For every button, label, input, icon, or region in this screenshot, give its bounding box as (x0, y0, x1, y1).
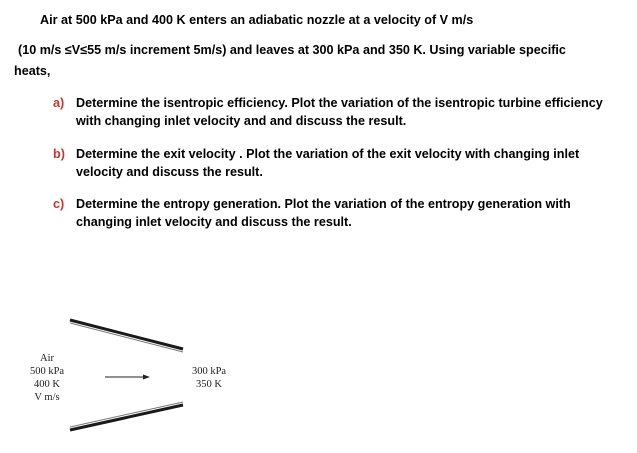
item-c-label: c) (53, 197, 65, 211)
problem-line-1: Air at 500 kPa and 400 K enters an adiabatic nozzle at a velocity of V m/s (40, 13, 474, 27)
inlet-conditions (22, 352, 72, 404)
inlet-pressure: 500 kPa (29, 366, 65, 377)
flow-arrow (105, 375, 150, 380)
nozzle-lower-wall (70, 402, 183, 430)
item-a-text: Determine the isentropic efficiency. Plot the variation of the isentropic turbine efficiency with changing inlet velocity and and discuss the result. (76, 96, 603, 128)
item-b-label: b) (53, 147, 65, 161)
inlet-fluid: Air (40, 353, 54, 364)
item-c-text: Determine the entropy generation. Plot the variation of the entropy generation with changing inlet velocity and discuss the result. (76, 197, 571, 229)
inlet-temperature: 400 K (34, 379, 60, 390)
outlet-conditions (183, 365, 235, 391)
item-a-label: a) (53, 96, 65, 110)
problem-line-3: heats, (14, 64, 51, 78)
outlet-temperature: 350 K (196, 379, 222, 390)
inlet-velocity: V m/s (34, 392, 60, 403)
problem-line-2: (10 m/s ≤V≤55 m/s increment 5m/s) and leaves at 300 kPa and 350 K. Using variable specific (18, 43, 566, 57)
item-b-text: Determine the exit velocity . Plot the variation of the exit velocity with changing inlet velocity and discuss the result. (76, 147, 580, 179)
nozzle-upper-wall (70, 320, 183, 352)
outlet-pressure: 300 kPa (191, 366, 227, 377)
